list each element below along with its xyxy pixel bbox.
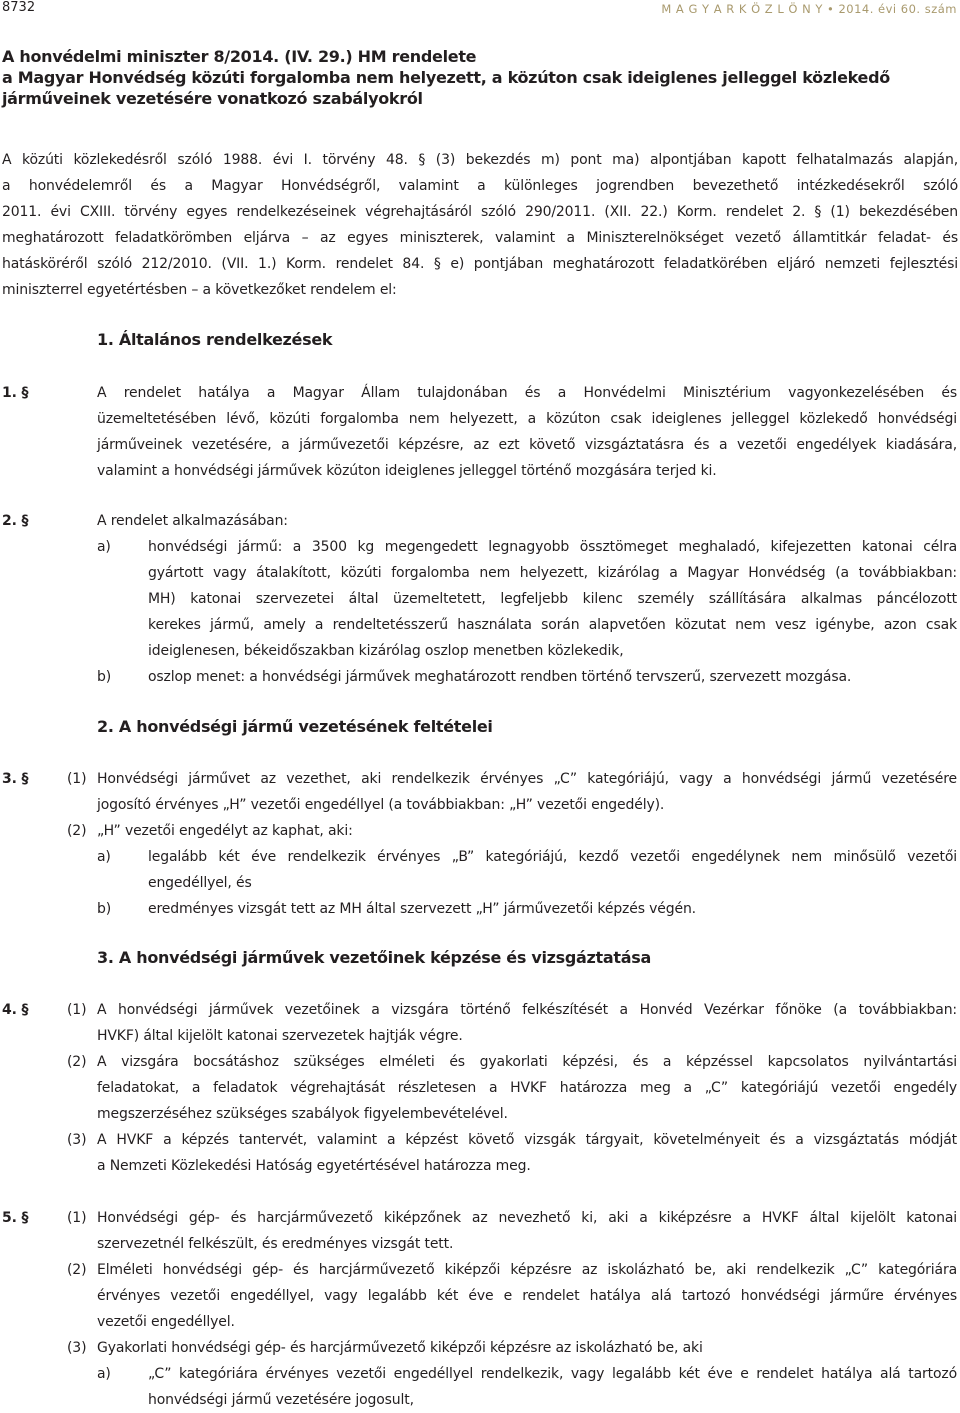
text-line: „C” kategóriára érvényes vezetői engedéllyel rendelkezik, vagy legalább két éve e rendelet hatálya alá tartozó [148, 1366, 957, 1382]
paragraph-number: (1) [67, 1210, 87, 1226]
point-a-text [148, 844, 957, 896]
text-line: valamint a honvédségi járművek közúton ideiglenes jelleggel történő mozgására terjed ki. [97, 463, 717, 479]
preamble-line: hatásköréről szóló 212/2010. (VII. 1.) Korm. rendelet 84. § e) pontjában meghatározott feladatkörében eljáró nemzeti fejlesztési [2, 256, 958, 272]
decree-title [2, 46, 952, 109]
preamble-line: meghatározott feladatkörömben eljárva – az egyes miniszterek, valamint a Miniszterelnökséget vezető államtitkár feladat- és [2, 230, 958, 246]
paragraph-text [97, 997, 957, 1049]
paragraph-number: (3) [67, 1340, 87, 1356]
text-line: Honvédségi járművet az vezethet, aki rendelkezik érvényes „C” kategóriájú, vagy a honvédségi jármű vezetésére [97, 771, 957, 787]
paragraph-text [97, 1049, 957, 1127]
point-label: a) [97, 1366, 111, 1382]
article-number: 4. § [2, 1002, 29, 1018]
title-line: járműveinek vezetésére vonatkozó szabályokról [2, 89, 423, 108]
article-number: 2. § [2, 513, 29, 529]
point-b-text [148, 896, 957, 922]
text-line: megszerzéséhez szükséges szabályok figyelembevételével. [97, 1106, 508, 1122]
point-label: b) [97, 901, 112, 917]
paragraph-number: (3) [67, 1132, 87, 1148]
text-line: feladatokat, a feladatok végrehajtását részletesen a HVKF határozza meg a „C” kategóriájú vezetői engedély [97, 1080, 957, 1096]
text-line: legalább két éve rendelkezik érvényes „B” kategóriájú, kezdő vezetői engedélynek nem minősülő vezetői [148, 849, 957, 865]
text-line: gyártott vagy átalakított, közúti forgalomba nem helyezett, kizárólag a Magyar Honvédség (a továbbiakban: [148, 565, 957, 581]
title-line: A honvédelmi miniszter 8/2014. (IV. 29.) HM rendelete [2, 47, 477, 66]
text-line: jogosító érvényes „H” vezetői engedéllyel (a továbbiakban: „H” vezetői engedély). [97, 797, 665, 813]
section-heading-2: 2. A honvédségi jármű vezetésének feltételei [97, 717, 493, 736]
text-line: kerekes jármű, amely a rendeltetésszerű használata során alapvetően közutat nem vesz igénybe, azon csak [148, 617, 957, 633]
article-number: 3. § [2, 771, 29, 787]
point-label: a) [97, 849, 111, 865]
point-b-text [148, 664, 957, 690]
paragraph-number: (2) [67, 1054, 87, 1070]
text-line: A rendelet hatálya a Magyar Állam tulajdonában és a Honvédelmi Minisztérium vagyonkezelésében és [97, 385, 957, 401]
point-label: a) [97, 539, 111, 555]
text-line: A vizsgára bocsátáshoz szükséges elméleti és gyakorlati képzési, és a képzéssel kapcsolatos nyilvántartási [97, 1054, 957, 1070]
text-line: Honvédségi gép- és harcjárművezető kiképzőnek az nevezhető ki, aki a kiképzésre a HVKF által kijelölt katonai [97, 1210, 957, 1226]
text-line: járműveinek vezetésére, a járművezetői képzésre, az ezt követő vizsgáztatásra és a vezetői engedélyek kiadására, [97, 437, 957, 453]
article-number: 5. § [2, 1210, 29, 1226]
text-line: ideiglenesen, békeidőszakban kizárólag oszlop menetben közlekedik, [148, 643, 624, 659]
text-line: üzemeltetésében lévő, közúti forgalomba nem helyezett, a közúton csak ideiglenes jelleggel közlekedő honvédségi [97, 411, 957, 427]
page-number: 8732 [2, 0, 36, 15]
paragraph-number: (1) [67, 771, 87, 787]
paragraph-intro: Gyakorlati honvédségi gép- és harcjárművezető kiképzői képzésre az iskolázható be, aki [97, 1340, 703, 1356]
article-1-text [97, 380, 957, 484]
paragraph-text [97, 766, 957, 818]
text-line: A honvédségi járművek vezetőinek a vizsgára történő felkészítését a Honvéd Vezérkar főnöke (a továbbiakban: [97, 1002, 957, 1018]
text-line: oszlop menet: a honvédségi járművek meghatározott rendben történő tervszerű, szervezett mozgása. [148, 669, 852, 685]
text-line: A HVKF a képzés tantervét, valamint a képzést követő vizsgák tárgyait, követelményeit és a vizsgáztatás módját [97, 1132, 957, 1148]
text-line: honvédségi jármű: a 3500 kg megengedett legnagyobb össztömeget meghaladó, kifejezetten katonai célra [148, 539, 957, 555]
section-heading-1: 1. Általános rendelkezések [97, 330, 333, 349]
journal-header: M A G Y A R K Ö Z L Ö N Y • 2014. évi 60. szám [661, 2, 957, 16]
text-line: eredményes vizsgát tett az MH által szervezett „H” járművezetői képzés végén. [148, 901, 696, 917]
text-line: honvédségi jármű vezetésére jogosult, [148, 1392, 414, 1408]
text-line: vezetői engedéllyel. [97, 1314, 235, 1330]
preamble-line: a honvédelemről és a Magyar Honvédségről, valamint a különleges jogrendben bevezethető intézkedésekről szóló [2, 178, 958, 194]
paragraph-intro: „H” vezetői engedélyt az kaphat, aki: [97, 823, 353, 839]
point-a-text [148, 1361, 957, 1413]
preamble-line: 2011. évi CXIII. törvény egyes rendelkezéseinek végrehajtásáról szóló 290/2011. (XII. 22.) Korm. rendelet 2. § (1) bekezdésében [2, 204, 958, 220]
paragraph-number: (2) [67, 823, 87, 839]
paragraph-number: (2) [67, 1262, 87, 1278]
preamble [2, 147, 958, 303]
section-heading-3: 3. A honvédségi járművek vezetőinek képzése és vizsgáztatása [97, 948, 651, 967]
paragraph-text [97, 1257, 957, 1335]
text-line: Elméleti honvédségi gép- és harcjárművezető kiképzői képzésre az iskolázható be, aki rendelkezik „C” kategóriára [97, 1262, 957, 1278]
point-a-text [148, 534, 957, 664]
article-number: 1. § [2, 385, 29, 401]
text-line: engedéllyel, és [148, 875, 252, 891]
paragraph-number: (1) [67, 1002, 87, 1018]
text-line: a Nemzeti Közlekedési Hatóság egyetértésével határozza meg. [97, 1158, 531, 1174]
text-line: HVKF) által kijelölt katonai szervezetek hajtják végre. [97, 1028, 463, 1044]
article-intro: A rendelet alkalmazásában: [97, 513, 288, 529]
title-line: a Magyar Honvédség közúti forgalomba nem helyezett, a közúton csak ideiglenes jelleggel közlekedő [2, 68, 890, 87]
point-label: b) [97, 669, 112, 685]
text-line: MH) katonai szervezetei által üzemeltetett, legfeljebb kilenc személy szállítására alkalmas páncélozott [148, 591, 957, 607]
preamble-line: A közúti közlekedésről szóló 1988. évi I. törvény 48. § (3) bekezdés m) pont ma) alpontjában kapott felhatalmazás alapján, [2, 152, 958, 168]
paragraph-text [97, 1205, 957, 1257]
text-line: érvényes vezetői engedéllyel, vagy legalább két éve e rendelet hatálya alá tartozó honvédségi járműre érvényes [97, 1288, 957, 1304]
paragraph-text [97, 1127, 957, 1179]
text-line: szervezetnél felkészült, és eredményes vizsgát tett. [97, 1236, 454, 1252]
preamble-line: miniszterrel egyetértésben – a következőket rendelem el: [2, 282, 397, 298]
